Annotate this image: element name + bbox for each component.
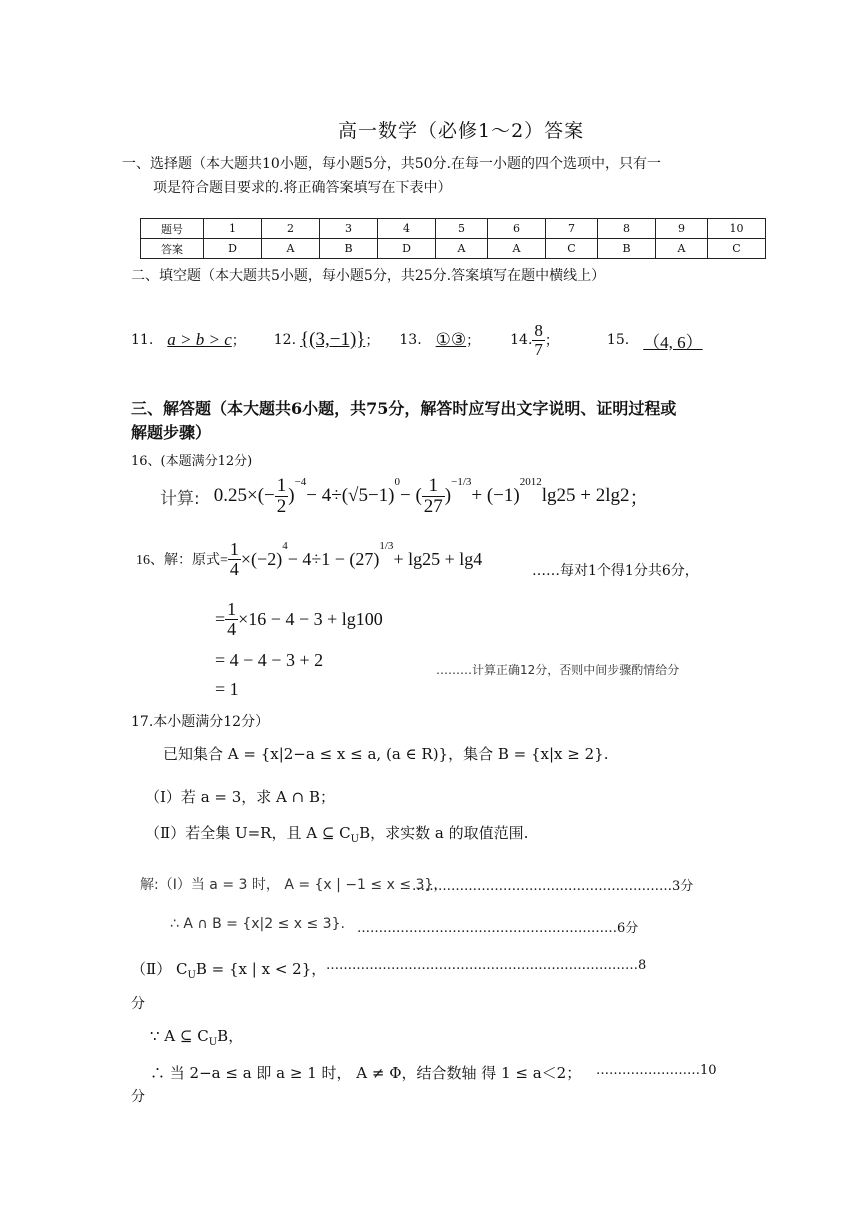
q16-header: 16、(本题满分12分) bbox=[131, 454, 253, 469]
page-title: 高一数学（必修1～2）答案 bbox=[338, 120, 585, 142]
sol3-subscript: U bbox=[187, 970, 196, 981]
expr-part-c: − 4÷(√5−1) bbox=[306, 485, 395, 507]
frac1-num: 1 bbox=[276, 475, 287, 496]
frac2-den: 27 bbox=[423, 495, 443, 517]
section1-line2: 项是符合题目要求的.将正确答案填写在下表中） bbox=[153, 180, 452, 196]
sol-part-b: − 4÷1 − (27) bbox=[287, 548, 380, 569]
q14-numerator: 8 bbox=[534, 321, 543, 340]
q17-sol1: 解:（Ⅰ）当 a = 3 时， A = {x | −1 ≤ x ≤ 3}， bbox=[140, 877, 448, 893]
answer-table bbox=[140, 218, 766, 259]
q17-part2 bbox=[145, 822, 528, 845]
q15-number: 15. bbox=[606, 332, 630, 349]
step1-den: 4 bbox=[227, 618, 237, 639]
q17-sol3 bbox=[131, 958, 326, 981]
cell-answer: A bbox=[656, 239, 708, 259]
step1-fraction bbox=[225, 600, 238, 639]
expr-exp3: −1/3 bbox=[451, 476, 472, 488]
compute-label: 计算: bbox=[160, 488, 200, 509]
step1-rest: ×16 − 4 − 3 + lg100 bbox=[238, 608, 383, 629]
sol3-a: （Ⅱ） C bbox=[131, 960, 188, 978]
q16-step1 bbox=[215, 600, 383, 639]
q14-sep: ； bbox=[544, 333, 559, 350]
sol-frac-num: 1 bbox=[229, 539, 239, 559]
cell-number: 7 bbox=[546, 219, 598, 239]
q13-sep: ； bbox=[466, 333, 481, 350]
q11-answer: a > b > c bbox=[167, 330, 232, 350]
sol-fraction-quarter bbox=[228, 540, 241, 579]
cell-answer: D bbox=[204, 239, 262, 259]
cell-answer: D bbox=[378, 239, 436, 259]
cell-number: 5 bbox=[436, 219, 488, 239]
section2-header: 二、填空题（本大题共5小题，每小题5分，共25分.答案填写在题中横线上） bbox=[131, 268, 606, 284]
step1-eq: = bbox=[215, 608, 226, 629]
cell-number: 10 bbox=[708, 219, 766, 239]
sol4-subscript: U bbox=[208, 1037, 218, 1048]
q16-expression bbox=[160, 476, 649, 517]
sol4-b: B， bbox=[217, 1027, 244, 1045]
q13-answer: ①③ bbox=[435, 330, 467, 350]
q14-number: 14. bbox=[510, 332, 533, 349]
q11-sep: ； bbox=[231, 333, 246, 350]
q17-sol5-unit: 分 bbox=[131, 1089, 145, 1105]
sol-part-a: ×(−2) bbox=[240, 548, 283, 569]
row-label-number: 题号 bbox=[141, 219, 204, 239]
q12-sep: ； bbox=[365, 333, 380, 350]
solution-label: 16、解：原式= bbox=[136, 553, 228, 569]
q16-step2: = 4 − 4 − 3 + 2 bbox=[215, 650, 324, 670]
q13-number: 13. bbox=[399, 332, 422, 349]
part2-text: （Ⅱ）若全集 U=R，且 A ⊆ C bbox=[145, 824, 351, 842]
q16-step-note: ………计算正确12分，否则中间步骤酌情给分 bbox=[436, 663, 680, 677]
cell-answer: B bbox=[598, 239, 656, 259]
expr-part-a: 0.25×(− bbox=[213, 485, 275, 507]
q17-sol2: ∴ A ∩ B = {x|2 ≤ x ≤ 3}. bbox=[170, 916, 345, 932]
q17-sol5: ∴ 当 2−a ≤ a 即 a ≥ 1 时， A ≠ Φ，结合数轴 得 1 ≤ a＜2； bbox=[150, 1064, 582, 1082]
cell-number: 4 bbox=[378, 219, 436, 239]
cell-answer: B bbox=[320, 239, 378, 259]
expr-part-d: − ( bbox=[400, 485, 422, 507]
cell-number: 3 bbox=[320, 219, 378, 239]
part2-subscript: U bbox=[350, 834, 360, 845]
cell-answer: A bbox=[262, 239, 320, 259]
expr-exp1: −4 bbox=[294, 476, 307, 488]
expr-part-b: ) bbox=[288, 485, 295, 507]
row-label-answer: 答案 bbox=[141, 239, 204, 259]
expr-end: ； bbox=[629, 487, 649, 509]
sol-exp1: 4 bbox=[282, 540, 288, 552]
section3-line1: 三、解答题（本大题共6小题，共75分，解答时应写出文字说明、证明过程或 bbox=[131, 399, 677, 418]
q17-sol3-dots: ………………………………………………………………8 bbox=[326, 958, 647, 973]
q17-sol2-dots: ……………………………………………………6分 bbox=[357, 921, 639, 936]
sol-frac-den: 4 bbox=[229, 558, 239, 579]
q17-header: 17.本小题满分12分） bbox=[131, 714, 270, 730]
q17-part1: （Ⅰ）若 a = 3，求 A ∩ B； bbox=[145, 788, 336, 806]
cell-number: 6 bbox=[488, 219, 546, 239]
q16-solution-line bbox=[136, 540, 482, 579]
section1-line1: 一、选择题（本大题共10小题，每小题5分，共50分.在每一小题的四个选项中，只有一 bbox=[122, 156, 661, 172]
q17-sol4 bbox=[150, 1025, 243, 1048]
expr-part-g: lg25 + 2lg2 bbox=[541, 485, 630, 507]
answer-table-row-numbers bbox=[141, 219, 766, 239]
q12-number: 12. bbox=[273, 332, 297, 349]
expr-part-f: + (−1) bbox=[471, 485, 520, 507]
q12-answer: {(3,−1)} bbox=[300, 329, 366, 351]
cell-answer: C bbox=[708, 239, 766, 259]
cell-number: 9 bbox=[656, 219, 708, 239]
q16-step3: = 1 bbox=[215, 679, 239, 699]
q14-fraction bbox=[532, 322, 545, 359]
q14-denominator: 7 bbox=[534, 339, 543, 359]
q16-scoring-note: ……每对1个得1分共6分， bbox=[532, 563, 699, 579]
fill-answers-row bbox=[131, 322, 705, 359]
q17-given: 已知集合 A = {x|2−a ≤ x ≤ a, (a ∈ R)}，集合 B = {x|x ≥ 2}. bbox=[163, 745, 609, 763]
cell-answer: A bbox=[488, 239, 546, 259]
expr-exp4: 2012 bbox=[519, 476, 542, 488]
q11-number: 11. bbox=[131, 332, 154, 349]
frac2-num: 1 bbox=[422, 476, 445, 497]
expr-fraction-half bbox=[275, 476, 289, 517]
expr-part-e: ) bbox=[444, 485, 452, 507]
frac1-den: 2 bbox=[276, 495, 287, 517]
step1-num: 1 bbox=[227, 599, 237, 619]
cell-number: 2 bbox=[262, 219, 320, 239]
q17-sol3-unit: 分 bbox=[131, 996, 145, 1012]
q15-answer: （4, 6） bbox=[643, 332, 703, 352]
answer-table-row-answers bbox=[141, 239, 766, 259]
cell-number: 1 bbox=[204, 219, 262, 239]
expr-exp2: 0 bbox=[394, 476, 400, 488]
q17-sol1-dots: ……………………………………………………3分 bbox=[412, 879, 694, 894]
cell-number: 8 bbox=[598, 219, 656, 239]
sol3-b: B = {x | x < 2}， bbox=[195, 960, 327, 978]
section3-line2: 解题步骤） bbox=[131, 423, 212, 442]
expr-fraction-27 bbox=[422, 476, 445, 517]
part2-end: B，求实数 a 的取值范围. bbox=[359, 824, 529, 842]
cell-answer: A bbox=[436, 239, 488, 259]
sol4-a: ∵ A ⊆ C bbox=[150, 1027, 209, 1045]
sol-exp2: 1/3 bbox=[379, 540, 394, 552]
cell-answer: C bbox=[546, 239, 598, 259]
q17-sol5-dots: ……………………10 bbox=[596, 1063, 717, 1078]
sol-part-c: + lg25 + lg4 bbox=[393, 548, 483, 569]
